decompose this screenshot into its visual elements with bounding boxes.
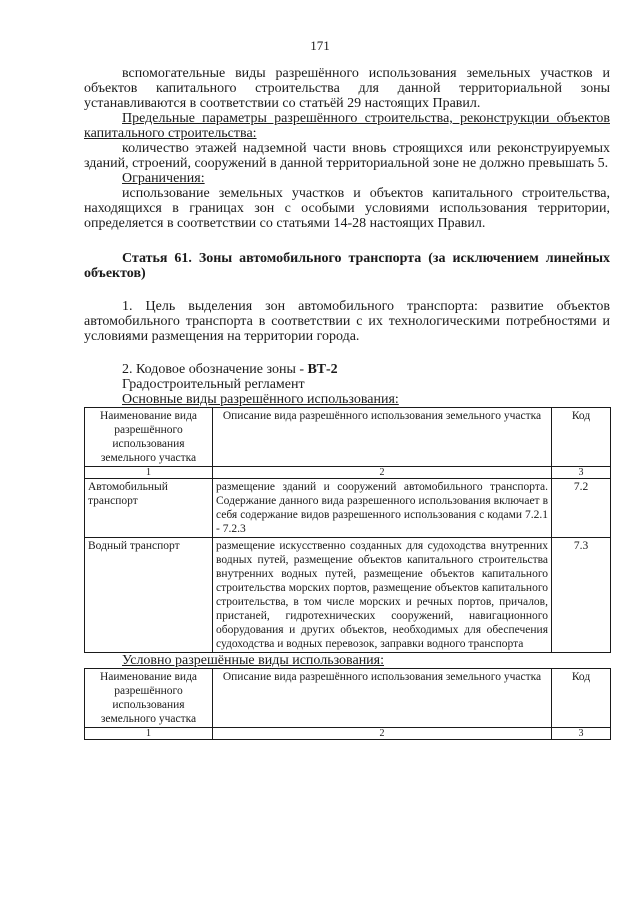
column-number-2: 2: [213, 728, 552, 740]
conditional-uses-heading: Условно разрешённые виды использования:: [122, 653, 385, 668]
main-uses-heading: Основные виды разрешённого использования:: [122, 392, 399, 407]
zone-code: ВТ-2: [307, 362, 338, 377]
paragraph-floors-limit: количество этажей надземной части вновь строящихся или реконструируемых зданий, строений, сооружений в данной территориальной зоне не должно превышать 5.: [84, 141, 610, 171]
use-name: Автомобильный транспорт: [85, 479, 213, 538]
table-row: [85, 538, 611, 653]
paragraph-regulation: Градостроительный регламент: [122, 377, 305, 392]
header-name: Наименование вида разрешённого использования земельного участка: [85, 669, 213, 728]
paragraph-limit-params-heading: Предельные параметры разрешённого строительства, реконструкции объектов капитального строительства:: [84, 111, 610, 141]
header-code: Код: [552, 669, 611, 728]
column-number-2: 2: [213, 467, 552, 479]
column-number-1: 1: [85, 467, 213, 479]
use-description: размещение искусственно созданных для судоходства внутренних водных путей, размещение объектов капитального строительства внутренних водных путей, размещение объектов капитального строительства морских портов, размещение объектов капитального строительства, в том числе морских и речных портов, причалов, пристаней, гидротехнических сооружений, навигационного оборудования и других объектов, необходимых для обеспечения судоходства и водных перевозок, заправки водного транспорта: [213, 538, 552, 653]
document-body: [84, 66, 610, 740]
page-number: 171: [310, 38, 330, 53]
paragraph-auxiliary-uses: вспомогательные виды разрешённого использования земельных участков и объектов капитального строительства для данной территориальной зоны устанавливаются в соответствии со статьёй 29 настоящих Правил.: [84, 66, 610, 111]
conditional-uses-table: [84, 668, 611, 740]
paragraph-zone-code: [84, 362, 610, 377]
article-title: Статья 61. Зоны автомобильного транспорта (за исключением линейных объектов): [84, 251, 610, 281]
column-number-3: 3: [552, 467, 611, 479]
header-name: Наименование вида разрешённого использования земельного участка: [85, 408, 213, 467]
header-description: Описание вида разрешённого использования земельного участка: [213, 669, 552, 728]
table-row: [85, 479, 611, 538]
use-code: 7.3: [552, 538, 611, 653]
use-code: 7.2: [552, 479, 611, 538]
paragraph-restrictions: использование земельных участков и объектов капитального строительства, находящихся в границах зон с особыми условиями использования территории, определяется в соответствии со статьями 14-28 настоящих Правил.: [84, 186, 610, 231]
header-code: Код: [552, 408, 611, 467]
use-name: Водный транспорт: [85, 538, 213, 653]
column-number-1: 1: [85, 728, 213, 740]
column-number-3: 3: [552, 728, 611, 740]
use-description: размещение зданий и сооружений автомобильного транспорта. Содержание данного вида разрешенного использования включает в себя содержание видов разрешенного использования с кодами 7.2.1 - 7.2.3: [213, 479, 552, 538]
zone-code-prefix: 2. Кодовое обозначение зоны -: [122, 362, 308, 377]
table-numbering-row: [85, 728, 611, 740]
main-uses-table: [84, 407, 611, 653]
paragraph-restrictions-heading: Ограничения:: [122, 171, 205, 186]
table-header-row: [85, 408, 611, 467]
header-description: Описание вида разрешённого использования земельного участка: [213, 408, 552, 467]
paragraph-zone-purpose: 1. Цель выделения зон автомобильного транспорта: развитие объектов автомобильного транспорта в соответствии с их технологическими потребностями и условиями размещения на территории города.: [84, 299, 610, 344]
table-header-row: [85, 669, 611, 728]
table-numbering-row: [85, 467, 611, 479]
